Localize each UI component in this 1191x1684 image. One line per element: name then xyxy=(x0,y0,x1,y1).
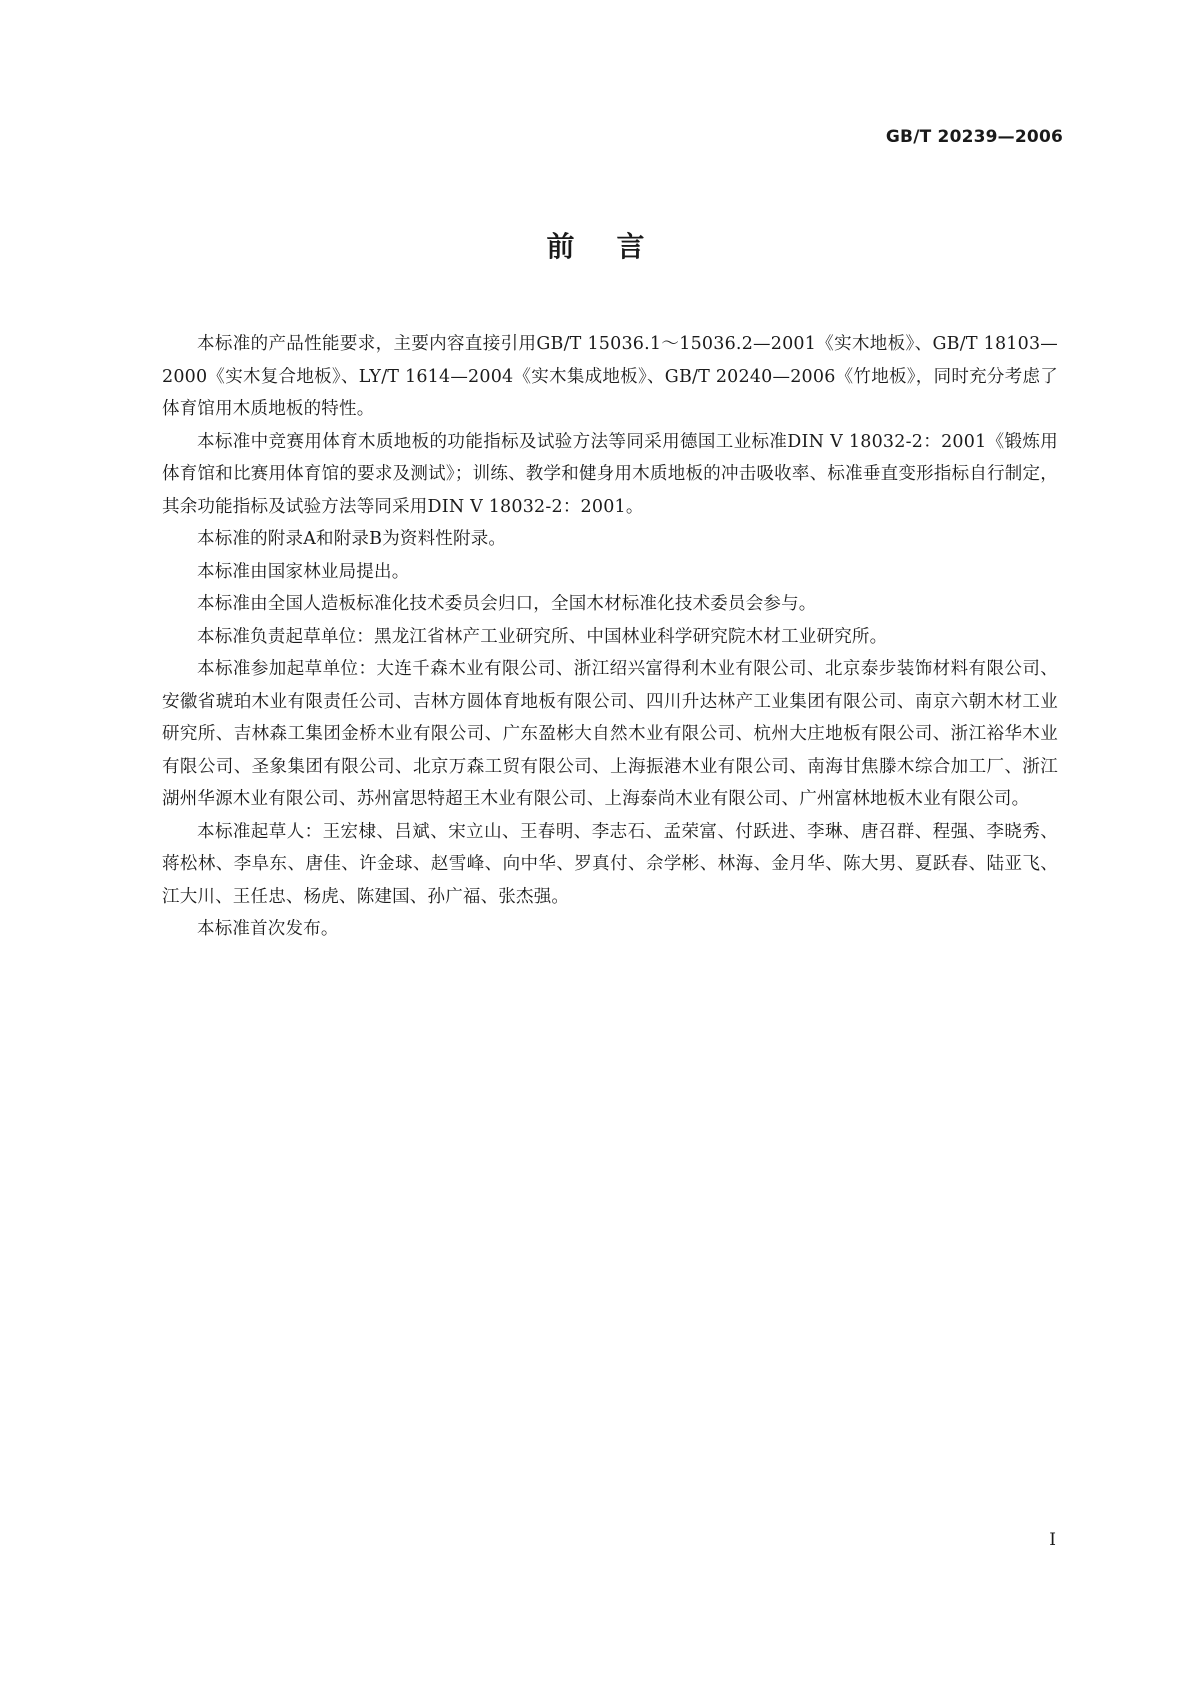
page-number: I xyxy=(1049,1530,1056,1550)
paragraph-drafters: 本标准起草人：王宏棣、吕斌、宋立山、王春明、李志石、孟荣富、付跃进、李琳、唐召群、程强、李晓秀、蒋松林、李阜东、唐佳、许金球、赵雪峰、向中华、罗真付、佘学彬、林海、金月华、陈大男、夏跃春、陆亚飞、江大川、王任忠、杨虎、陈建国、孙广福、张杰强。 xyxy=(162,821,1058,907)
paragraph-participating-units: 本标准参加起草单位：大连千森木业有限公司、浙江绍兴富得利木业有限公司、北京泰步装饰材料有限公司、安徽省琥珀木业有限责任公司、吉林方圆体育地板有限公司、四川升达林产工业集团有限公司、南京六朝木材工业研究所、吉林森工集团金桥木业有限公司、广东盈彬大自然木业有限公司、杭州大庄地板有限公司、浙江裕华木业有限公司、圣象集团有限公司、北京万森工贸有限公司、上海振港木业有限公司、南海甘焦滕木综合加工厂、浙江湖州华源木业有限公司、苏州富思特超王木业有限公司、上海泰尚木业有限公司、广州富林地板木业有限公司。 xyxy=(162,659,1058,809)
page-title: 前言 xyxy=(546,230,687,263)
foreword-body xyxy=(162,328,1058,946)
paragraph-committee: 本标准由全国人造板标准化技术委员会归口，全国木材标准化技术委员会参与。 xyxy=(197,594,817,614)
standard-code-header: GB/T 20239—2006 xyxy=(885,127,1063,147)
paragraph-proposer: 本标准由国家林业局提出。 xyxy=(197,561,410,582)
paragraph-citations: 本标准的产品性能要求，主要内容直接引用GB/T 15036.1～15036.2—2001《实木地板》、GB/T 18103—2000《实木复合地板》、LY/T 1614—2004《实木集成地板》、GB/T 20240—2006《竹地板》，同时充分考虑了体育馆用木质地板的特性。 xyxy=(162,334,1058,419)
paragraph-appendices: 本标准的附录A和附录B为资料性附录。 xyxy=(197,529,507,549)
paragraph-first-release: 本标准首次发布。 xyxy=(197,919,339,939)
paragraph-lead-drafters: 本标准负责起草单位：黑龙江省林产工业研究所、中国林业科学研究院木材工业研究所。 xyxy=(197,626,888,647)
paragraph-test-methods: 本标准中竞赛用体育木质地板的功能指标及试验方法等同采用德国工业标准DIN V 18032-2：2001《锻炼用体育馆和比赛用体育馆的要求及测试》；训练、教学和健身用木质地板的冲击吸收率、标准垂直变形指标自行制定，其余功能指标及试验方法等同采用DIN V 18032-2：2001。 xyxy=(162,431,1058,517)
